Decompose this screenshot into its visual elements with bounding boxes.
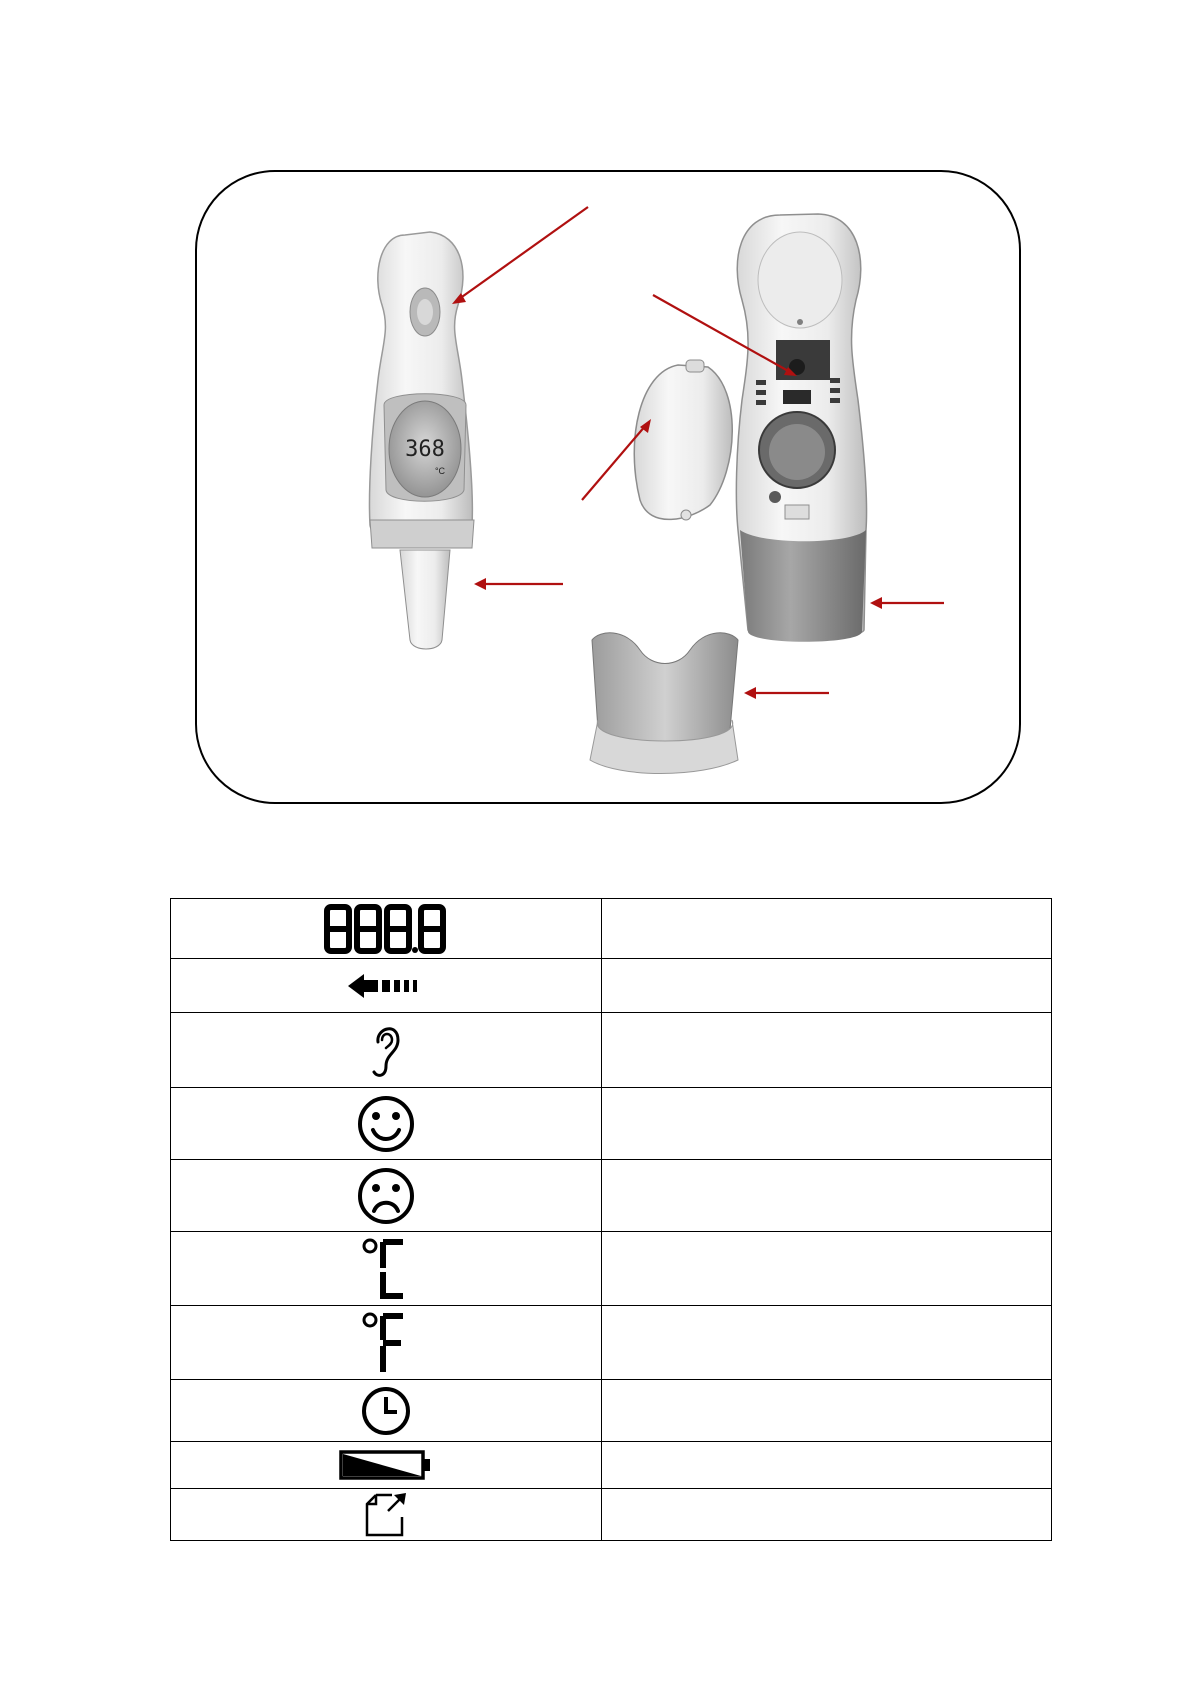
- symbol-description: [602, 1380, 1052, 1442]
- symbol-description: [602, 1442, 1052, 1489]
- symbol-description: [602, 1013, 1052, 1088]
- ear-icon: [368, 1020, 404, 1080]
- symbol-description: [602, 959, 1052, 1013]
- table-row: [171, 959, 1052, 1013]
- table-row: [171, 1013, 1052, 1088]
- table-row: [171, 1232, 1052, 1306]
- fahrenheit-icon: [361, 1310, 411, 1376]
- thermometer-back-view: [736, 214, 866, 642]
- arrow-left-dashed-icon: [346, 971, 426, 1001]
- table-row: [171, 899, 1052, 959]
- table-row: [171, 1380, 1052, 1442]
- table-row: [171, 1442, 1052, 1489]
- display-symbols-table: [170, 898, 1052, 1541]
- digits-8888-icon: [321, 902, 451, 956]
- battery-cover: [634, 360, 732, 520]
- forehead-cap: [590, 633, 738, 774]
- table-row: [171, 1088, 1052, 1160]
- symbol-description: [602, 1160, 1052, 1232]
- happy-face-icon: [356, 1094, 416, 1154]
- clock-icon: [360, 1385, 412, 1437]
- symbol-description: [602, 1232, 1052, 1306]
- sad-face-icon: [356, 1166, 416, 1226]
- memory-icon: [364, 1491, 408, 1539]
- table-row: [171, 1306, 1052, 1380]
- device-photo-illustration: [0, 0, 1191, 830]
- celsius-icon: [361, 1236, 411, 1302]
- symbol-description: [602, 1088, 1052, 1160]
- lcd-reading: 368: [405, 437, 445, 462]
- lcd-unit: °C: [434, 466, 446, 476]
- table-row: [171, 1489, 1052, 1541]
- thermometer-front-view: [369, 232, 474, 649]
- symbol-description: [602, 1489, 1052, 1541]
- low-battery-icon: [338, 1448, 434, 1482]
- table-row: [171, 1160, 1052, 1232]
- symbol-description: [602, 899, 1052, 959]
- symbol-description: [602, 1306, 1052, 1380]
